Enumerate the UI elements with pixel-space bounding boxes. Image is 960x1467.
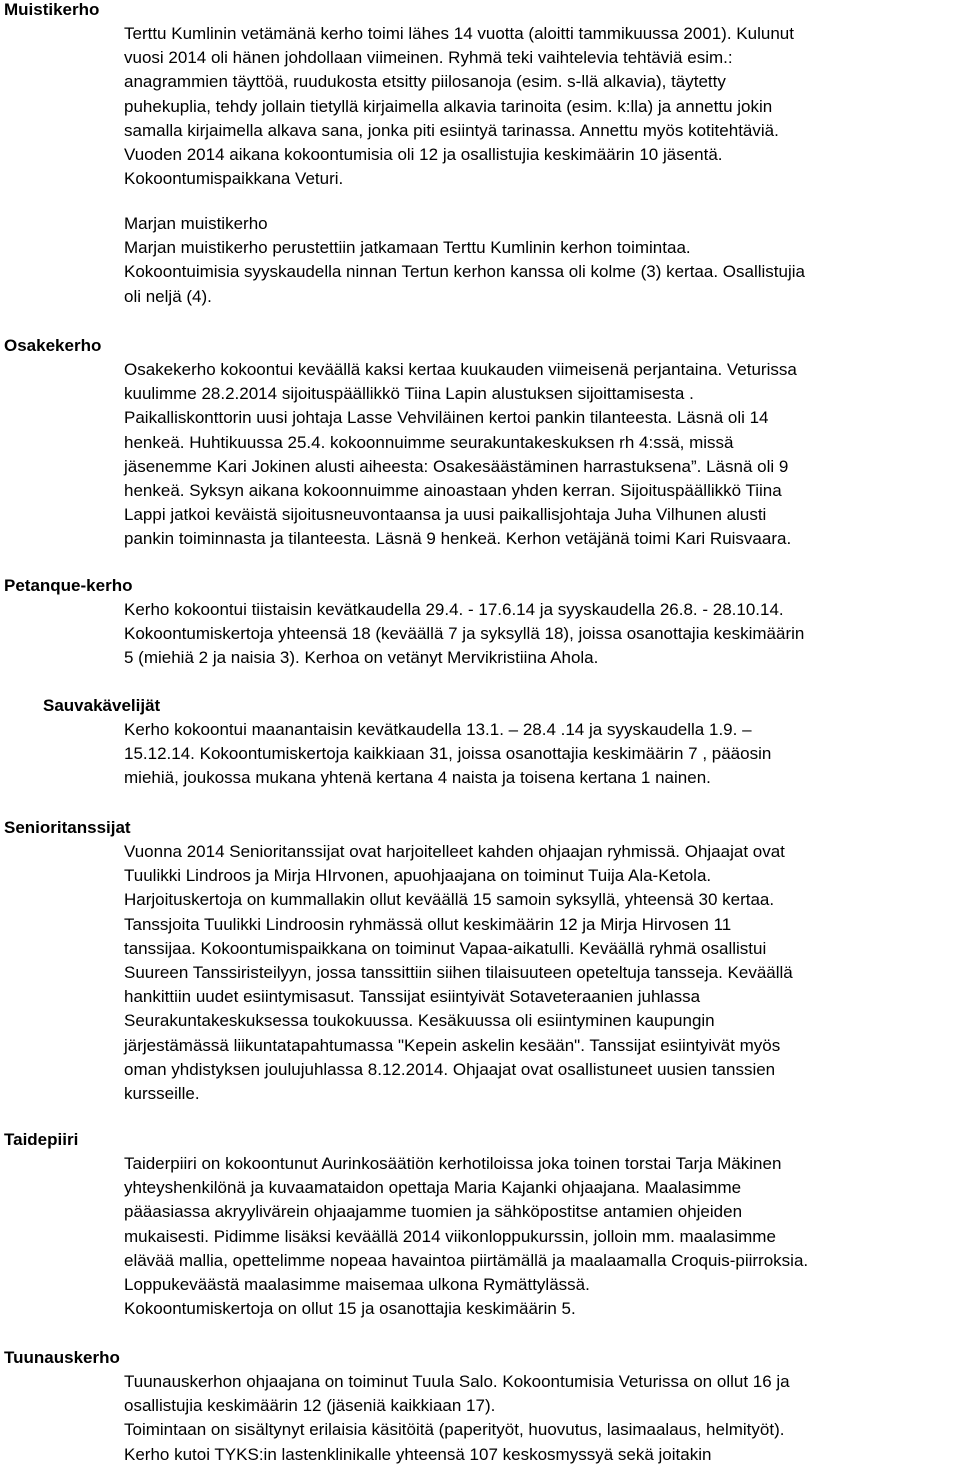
paragraph-line: henkeä. Syksyn aikana kokoonnuimme ainoastaan yhden kerran. Sijoituspäällikkö Tiina [124,480,782,500]
paragraph-line: mukaisesti. Pidimme lisäksi keväällä 2014 viikonloppukurssin, jolloin mm. maalasimme [124,1226,776,1246]
paragraph-line: Paikalliskonttorin uusi johtaja Lasse Vehviläinen kertoi pankin tilanteesta. Läsnä oli 14 [124,408,769,428]
paragraph-line: jäsenemme Kari Jokinen alusti aiheesta: Osakesäästäminen harrastuksena”. Läsnä oli 9 [124,456,789,476]
paragraph-line: Kerho kokoontui maanantaisin kevätkaudella 13.1. – 28.4 .14 ja syyskaudella 1.9. – [124,720,752,739]
paragraph-line: kursseille. [124,1083,200,1103]
paragraph-line: hankittiin uudet esiintymisasut. Tanssijat esiintyivät Sotaveteraanien juhlassa [124,987,701,1007]
section-body-taidepiiri [124,1152,960,1321]
section-heading-osakekerho: Osakekerho [4,336,102,355]
section-heading-taidepiiri: Taidepiiri [4,1130,79,1149]
paragraph-line: Toimintaan on sisältynyt erilaisia käsitöitä (paperityöt, huovutus, lasimaalaus, helmityöt). [124,1420,785,1440]
paragraph-line: järjestämässä liikuntatapahtumassa "Kepein askelin kesään". Tanssijat esiintyivät myös [124,1035,781,1055]
paragraph-line: yhteyshenkilönä ja kuvaamataidon opettaja Maria Kajanki ohjaajana. Maalasimme [124,1178,742,1198]
paragraph-line: Kokoontumispaikkana Veturi. [124,169,344,189]
paragraph-line: oman yhdistyksen joulujuhlassa 8.12.2014. Ohjaajat ovat osallistuneet uusien tanssien [124,1059,776,1079]
paragraph-line: Kerho kokoontui tiistaisin kevätkaudella 29.4. - 17.6.14 ja syyskaudella 26.8. - 28.10.14. [124,600,784,619]
paragraph-line: Tuunauskerhon ohjaajana on toiminut Tuula Salo. Kokoontumisia Veturissa on ollut 16 ja [124,1372,790,1391]
paragraph-line: oli neljä (4). [124,286,212,306]
paragraph-line: Loppukeväästä maalasimme maisemaa ulkona Rymättylässä. [124,1274,590,1294]
paragraph-line: vuosi 2014 oli hänen johdollaan viimeinen. Ryhmä teki vaihtelevia tehtäviä esim.: [124,48,733,68]
paragraph-line: pääasiassa akryylivärein ohjaajamme tuomien ja sähköpostitse antamien ohjeiden [124,1202,743,1222]
paragraph-line: puhekuplia, tehdy jollain tietyllä kirjaimella alkavia tarinoita (esim. k:lla) ja annettu jokin [124,96,773,116]
section-heading-petanque-kerho: Petanque-kerho [4,576,133,595]
paragraph-line: elävää mallia, opettelimme nopeaa havaintoa piirtämällä ja maalaamalla Croquis-piirroksia. [124,1250,809,1270]
paragraph-line: Marjan muistikerho perustettiin jatkamaan Terttu Kumlinin kerhon toimintaa. [124,238,691,258]
section-body-sauvakavelijat [124,718,960,791]
paragraph-line: anagrammien täyttöä, ruudukosta etsitty piilosanoja (esim. s-llä alkavia), täytetty [124,72,726,92]
paragraph-line: Kokoontuimisia syyskaudella ninnan Tertun kerhon kanssa oli kolme (3) kertaa. Osallistujia [124,262,805,282]
paragraph-line: samalla kirjaimella alkava sana, jonka piti esiintyä tarinassa. Annettu myös kotitehtäviä. [124,120,779,140]
paragraph-line: 5 (miehiä 2 ja naisia 3). Kerhoa on vetänyt Mervikristiina Ahola. [124,648,599,668]
paragraph-line: pankin toiminnasta ja tilanteesta. Läsnä 9 henkeä. Kerhon vetäjänä toimi Kari Ruisvaara. [124,529,792,549]
paragraph-line: tanssijaa. Kokoontumispaikkana on toiminut Vapaa-aikatulli. Keväällä ryhmä osallistui [124,938,767,958]
section-body-petanque-kerho [124,598,960,671]
paragraph-line: osallistujia keskimäärin 12 (jäseniä kaikkiaan 17). [124,1396,496,1416]
section-heading-senioritanssijat: Senioritanssijat [4,818,131,837]
paragraph-line: Taiderpiiri on kokoontunut Aurinkosäätiön kerhotiloissa joka toinen torstai Tarja Mäkinen [124,1154,782,1173]
paragraph-line: Terttu Kumlinin vetämänä kerho toimi lähes 14 vuotta (aloitti tammikuussa 2001). Kulunut [124,24,794,43]
section-body-muistikerho [124,22,960,191]
paragraph-line: Harjoituskertoja on kummallakin ollut keväällä 15 samoin syksyllä, yhteensä 30 kertaa. [124,890,775,910]
section-heading-muistikerho: Muistikerho [4,0,100,19]
paragraph-line: Kokoontumiskertoja on ollut 15 ja osanottajia keskimäärin 5. [124,1299,576,1319]
paragraph-line: Seurakuntakeskuksessa toukokuussa. Kesäkuussa oli esiintyminen kaupungin [124,1011,715,1031]
paragraph-line: 15.12.14. Kokoontumiskertoja kaikkiaan 31, joissa osanottajia keskimäärin 7 , pääosin [124,744,772,764]
section-heading-sauvakavelijat: Sauvakävelijät [43,696,161,715]
paragraph-line: miehiä, joukossa mukana yhtenä kertana 4 naista ja toisena kertana 1 nainen. [124,768,711,788]
section-heading-tuunauskerho: Tuunauskerho [4,1348,120,1367]
paragraph-line: Suureen Tanssiristeilyyn, jossa tanssittiin siihen tilaisuuteen opeteltuja tansseja. Keväällä [124,962,793,982]
paragraph-line: Kokoontumiskertoja yhteensä 18 (keväällä 7 ja syksyllä 18), joissa osanottajia keskimäärin [124,624,805,644]
paragraph-line: Vuoden 2014 aikana kokoontumisia oli 12 ja osallistujia keskimäärin 10 jäsentä. [124,144,723,164]
paragraph-line: kuulimme 28.2.2014 sijoituspäällikkö Tiina Lapin alustuksen sijoittamisesta . [124,384,694,404]
paragraph-line: Lappi jatkoi keväistä sijoitusneuvontaansa ja uusi paikallisjohtaja Juha Vilhunen alusti [124,505,767,525]
section-body-osakekerho [124,358,960,552]
paragraph-line: Kerho kutoi TYKS:in lastenklinikalle yhteensä 107 keskosmyssyä sekä joitakin [124,1444,712,1464]
paragraph-line: Tuulikki Lindroos ja Mirja HIrvonen, apuohjaajana on toiminut Tuija Ala-Ketola. [124,866,712,886]
subsection-title: Marjan muistikerho [124,214,268,233]
section-body-tuunauskerho [124,1370,960,1467]
paragraph-line: Tanssjoita Tuulikki Lindroosin ryhmässä ollut keskimäärin 12 ja Mirja Hirvosen 11 [124,914,732,934]
paragraph-line: Osakekerho kokoontui keväällä kaksi kertaa kuukauden viimeisenä perjantaina. Veturissa [124,360,797,379]
paragraph-line: henkeä. Huhtikuussa 25.4. kokoonnuimme seurakuntakeskuksen rh 4:ssä, missä [124,432,734,452]
section-body-senioritanssijat [124,840,960,1106]
subsection-marjan-muistikerho [124,212,960,309]
paragraph-line: Vuonna 2014 Senioritanssijat ovat harjoitelleet kahden ohjaajan ryhmissä. Ohjaajat ovat [124,842,785,861]
